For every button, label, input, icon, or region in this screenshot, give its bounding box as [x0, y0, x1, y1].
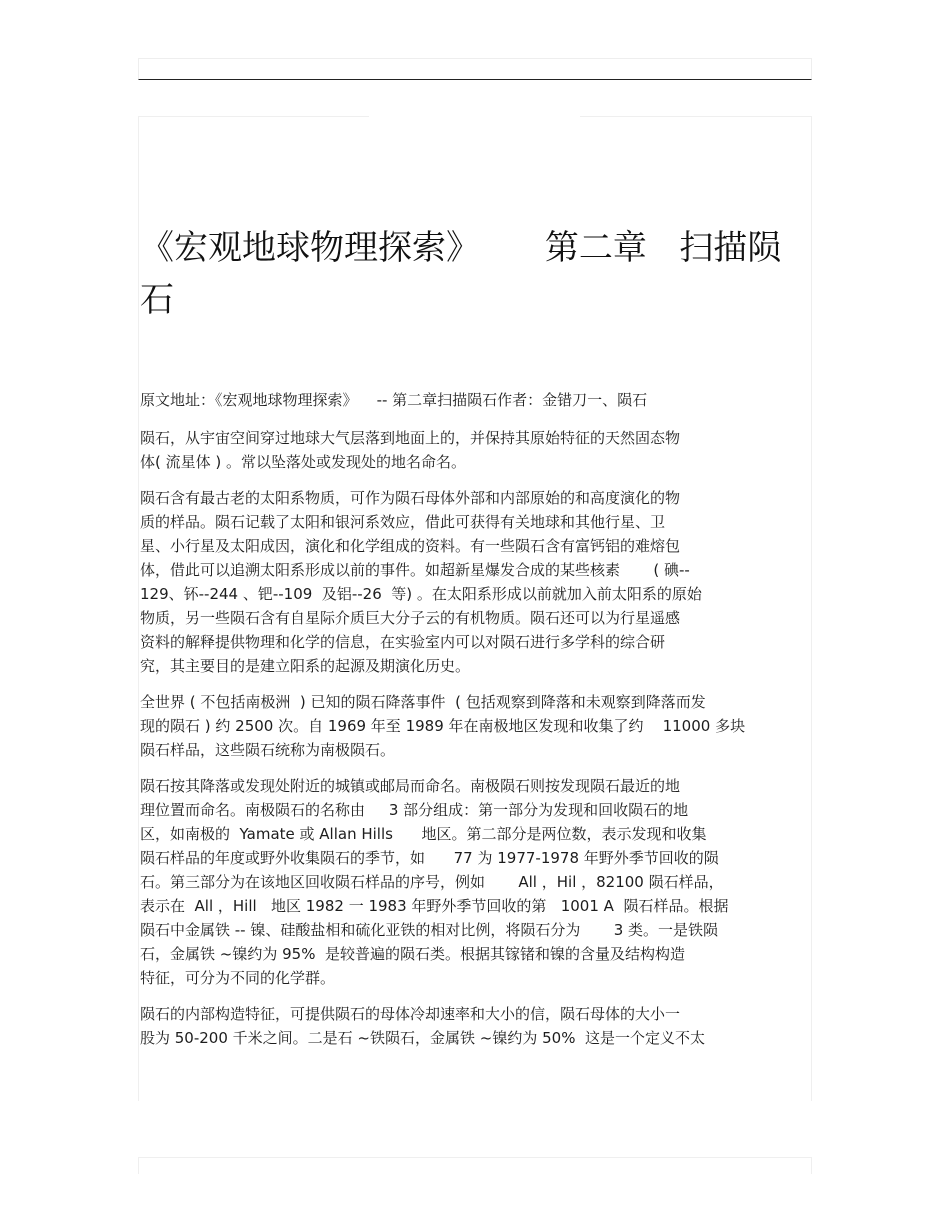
text-line: 表示在 All ，Hill 地区 1982 一 1983 年野外季节回收的第 1001 A 陨石样品。根据 — [140, 897, 729, 915]
text-line: 石，金属铁 ~镍约为 95% 是较普遍的陨石类。根据其镓锗和镍的含量及结构构造 — [140, 945, 685, 963]
paragraph-significance — [140, 486, 814, 678]
paragraph-structure — [140, 1002, 814, 1050]
text-line: 陨石含有最古老的太阳系物质，可作为陨石母体外部和内部原始的和高度演化的物 — [140, 489, 681, 507]
document-title — [140, 222, 800, 326]
text-line: 理位置而命名。南极陨石的名称由 3 部分组成：第一部分为发现和回收陨石的地 — [140, 801, 689, 819]
text-line: 质的样品。陨石记载了太阳和银河系效应，借此可获得有关地球和其他行星、卫 — [140, 513, 666, 531]
text-line: 资料的解释提供物理和化学的信息，在实验室内可以对陨石进行多学科的综合研 — [140, 633, 666, 651]
text-line: 星、小行星及太阳成因，演化和化学组成的资料。有一些陨石含有富钙铝的难熔包 — [140, 537, 681, 555]
paragraph-naming — [140, 774, 814, 990]
text-line: 股为 50-200 千米之间。二是石 ~铁陨石，金属铁 ~镍约为 50% 这是一个定义不太 — [140, 1029, 705, 1047]
text-line: 陨石中金属铁 -- 镍、硅酸盐相和硫化亚铁的相对比例，将陨石分为 3 类。一是铁陨 — [140, 921, 719, 939]
text-line: 陨石，从宇宙空间穿过地球大气层落到地面上的，并保持其原始特征的天然固态物 — [140, 429, 681, 447]
paragraph-definition — [140, 426, 814, 474]
text-line: 现的陨石 ) 约 2500 次。自 1969 年至 1989 年在南极地区发现和收集了约 11000 多块 — [140, 717, 746, 735]
text-line: 陨石样品，这些陨石统称为南极陨石。 — [140, 741, 396, 759]
text-line: 体( 流星体 ) 。常以坠落处或发现处的地名命名。 — [140, 453, 467, 471]
text-line: 全世界 ( 不包括南极洲 ) 已知的陨石降落事件 ( 包括观察到降落和未观察到降落而发 — [140, 693, 706, 711]
document-body — [140, 388, 814, 1062]
source-line: 原文地址：《宏观地球物理探索》 -- 第二章扫描陨石作者：金错刀一、陨石 — [140, 391, 648, 409]
page-header-rule — [138, 58, 812, 80]
text-line: 陨石的内部构造特征，可提供陨石的母体冷却速率和大小的信，陨石母体的大小一 — [140, 1005, 681, 1023]
title-line-2: 石 — [140, 280, 174, 320]
text-line: 特征，可分为不同的化学群。 — [140, 969, 336, 987]
text-line: 陨石按其降落或发现处附近的城镇或邮局而命名。南极陨石则按发现陨石最近的地 — [140, 777, 681, 795]
text-line: 体，借此可以追溯太阳系形成以前的事件。如超新星爆发合成的某些核素 ( 碘-- — [140, 561, 690, 579]
paragraph-statistics — [140, 690, 814, 762]
text-line: 究，其主要目的是建立阳系的起源及期演化历史。 — [140, 657, 471, 675]
text-line: 石。第三部分为在该地区回收陨石样品的序号，例如 All ，Hil ，82100 陨石样品， — [140, 873, 724, 891]
text-line: 区，如南极的 Yamate 或 Allan Hills 地区。第二部分是两位数，表示发现和收集 — [140, 825, 707, 843]
text-line: 陨石样品的年度或野外收集陨石的季节，如 77 为 1977-1978 年野外季节回收的陨 — [140, 849, 719, 867]
text-line: 129、钚--244 、钯--109 及铝--26 等) 。在太阳系形成以前就加入前太阳系的原始 — [140, 585, 702, 603]
page-footer-frame — [138, 1157, 812, 1174]
text-line: 物质，另一些陨石含有自星际介质巨大分子云的有机物质。陨石还可以为行星遥感 — [140, 609, 681, 627]
title-line-1: 《宏观地球物理探索》 第二章 扫描陨 — [140, 228, 782, 268]
